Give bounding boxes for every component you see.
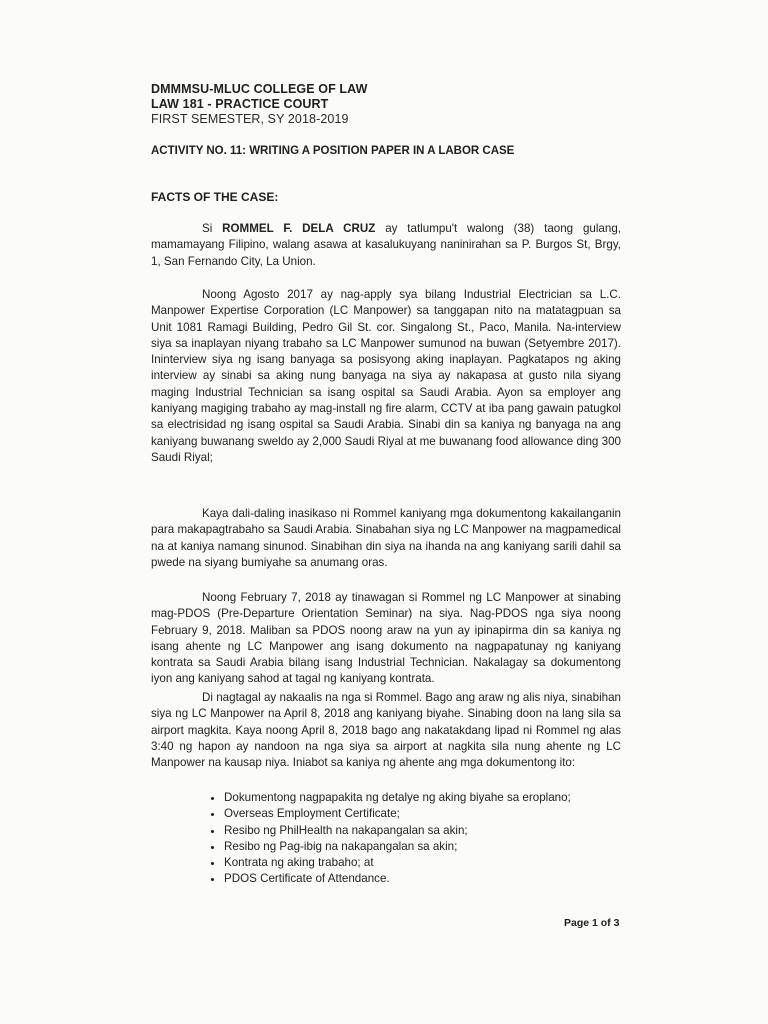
paragraph-2: Noong Agosto 2017 ay nag-apply sya bilang Industrial Electrician sa L.C. Manpower Expertise Corporation (LC Manpower) sa tanggapan nito na matatagpuan sa Unit 1081 Ramagi Building, Pedro Gil St. cor. Singalong St., Paco, Manila. Na-interview siya sa inaplayan niyang trabaho sa LC Manpower sumunod na buwan (Setyembre 2017). Ininterview siya ng isang banyaga sa posisyong aking inaplayan. Pagkatapos ng aking interview ay sinabi sa aking nung banyaga na siya ay nakapasa at gusto nila siyang maging Industrial Technician sa isang ospital sa Saudi Arabia. Ayon sa employer ang kaniyang magiging trabaho ay mag-install ng fire alarm, CCTV at iba pang gawain patugkol sa electrisidad ng isang ospital sa Saudi Arabia. Sinabi din sa kaniya ng banyaga na ang kaniyang buwanang sweldo ay 2,000 Saudi Riyal at me buwanang food allowance ding 300 Saudi Riyal; bbox=[151, 288, 621, 464]
paragraph-1-pre: Si bbox=[202, 222, 223, 235]
paragraph-4: Noong February 7, 2018 ay tinawagan si Rommel ng LC Manpower at sinabing mag-PDOS (Pre-Departure Orientation Seminar) na siya. Nag-PDOS nga siya noong February 9, 2018. Maliban sa PDOS noong araw na yun ay ipinapirma din sa kaniya ng isang ahente ng LC Manpower ang isang dokumento na nagpapatunay ng kaniyang kontrata sa Saudi Arabia bilang isang Industrial Technician. Nakalagay sa dokumentong iyon ang kaniyang sahod at tagal ng kaniyang kontrata. bbox=[151, 591, 621, 686]
document-list bbox=[203, 790, 642, 888]
course-title: LAW 181 - PRACTICE COURT bbox=[151, 97, 329, 111]
paragraph-3: Kaya dali-daling inasikaso ni Rommel kaniyang mga dokumentong kakailanganin para makapagtrabaho sa Saudi Arabia. Sinabahan siya ng LC Manpower na magpamedical na at kaniya namang sinunod. Sinabihan din siya na ihanda na ang kaniyang sarili dahil sa pwede na siyang bumiyahe sa anumang oras. bbox=[151, 507, 621, 569]
page-number: Page 1 of 3 bbox=[564, 917, 620, 929]
list-item: • Kontrata ng aking trabaho; at bbox=[224, 855, 642, 871]
paragraph-5: Di nagtagal ay nakaalis na nga si Rommel. Bago ang araw ng alis niya, sinabihan siya ng LC Manpower na April 8, 2018 ang kaniyang biyahe. Sinabing doon na lang sila sa airport magkita. Kaya noong April 8, 2018 bago ang nakatakdang lipad ni Rommel ng alas 3:40 ng hapon ay nandoon na nga siya sa airport at nagkita sila nung ahente ng LC Manpower na kausap niya. Iniabot sa kaniya ng ahente ang mga dokumentong ito: bbox=[151, 691, 621, 770]
section-heading: FACTS OF THE CASE: bbox=[151, 190, 279, 204]
list-item: • Resibo ng PhilHealth na nakapangalan sa akin; bbox=[224, 823, 642, 839]
list-item: • PDOS Certificate of Attendance. bbox=[224, 871, 642, 887]
activity-title: ACTIVITY NO. 11: WRITING A POSITION PAPER IN A LABOR CASE bbox=[151, 145, 515, 157]
semester-line: FIRST SEMESTER, SY 2018-2019 bbox=[151, 112, 349, 126]
list-item: • Resibo ng Pag-ibig na nakapangalan sa akin; bbox=[224, 839, 642, 855]
college-name: DMMMSU-MLUC COLLEGE OF LAW bbox=[151, 82, 368, 96]
person-name: ROMMEL F. DELA CRUZ bbox=[222, 222, 376, 235]
list-item: • Dokumentong nagpapakita ng detalye ng aking biyahe sa eroplano; bbox=[224, 790, 642, 806]
paragraph-1 bbox=[151, 221, 621, 270]
paragraph-1-text: ay tatlumpu't walong (38) taong gulang, mamamayang Filipino, walang asawa at kasalukuyang naninirahan sa P. Burgos St, Brgy, 1, San Fernando City, La Union. bbox=[151, 222, 621, 268]
list-item: • Overseas Employment Certificate; bbox=[224, 806, 642, 822]
